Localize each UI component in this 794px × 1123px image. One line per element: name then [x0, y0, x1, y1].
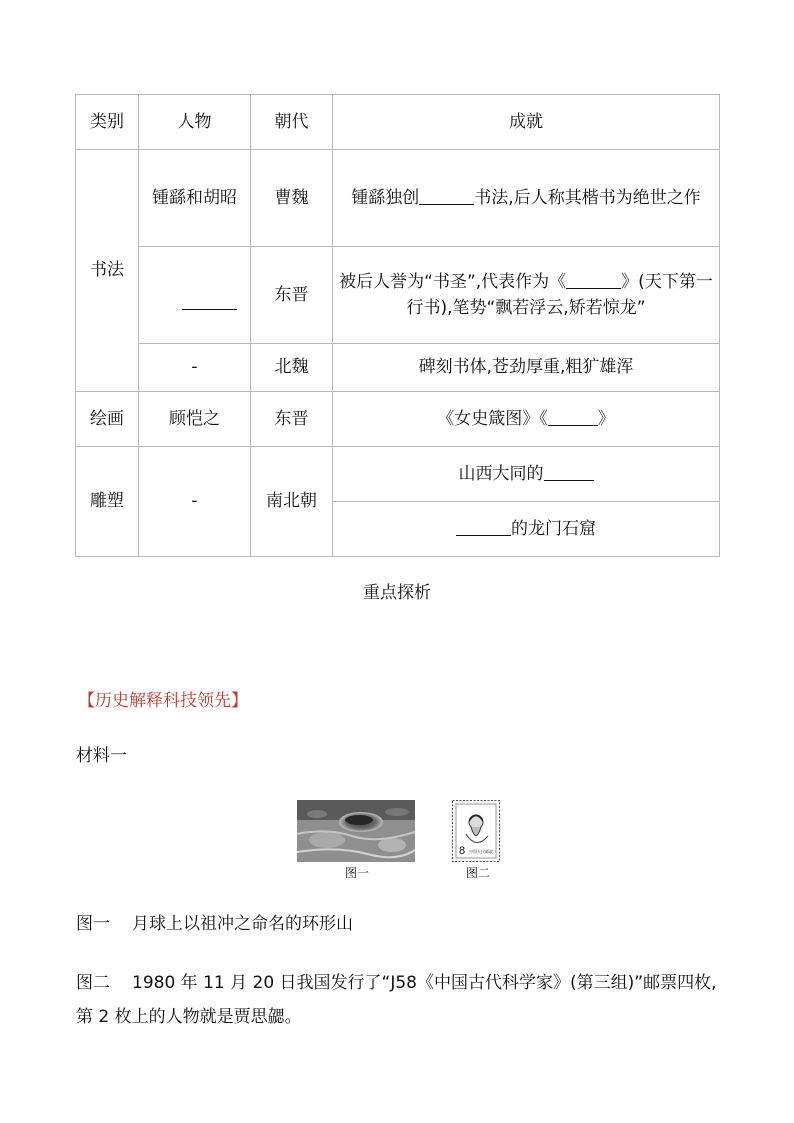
person-cell: -: [139, 447, 251, 557]
paragraph-label: 图一: [76, 914, 110, 934]
person-cell: -: [139, 344, 251, 392]
achievement-text: 》: [597, 408, 615, 429]
fill-blank: [182, 292, 237, 310]
achievement-cell: [333, 392, 720, 447]
fill-blank: [419, 187, 474, 205]
figure-caption-1: 图一: [345, 866, 370, 880]
achievement-cell: [333, 447, 720, 502]
table-caption: 重点探析: [363, 583, 431, 603]
figure-caption-2: 图二: [466, 866, 491, 880]
fill-blank: [456, 518, 511, 536]
stamp-image: [452, 800, 500, 862]
dynasty-cell: 东晋: [251, 392, 333, 447]
table-row: [76, 344, 720, 392]
dynasty-cell: 北魏: [251, 344, 333, 392]
person-cell: 锺繇和胡昭: [139, 150, 251, 247]
achievement-text: 书法,后人称其楷书为绝世之作: [474, 187, 701, 208]
stamp-text: 中国人民邮政: [469, 849, 493, 854]
section-title: 【历史解释科技领先】: [78, 691, 248, 711]
header-achievement: 成就: [333, 95, 720, 150]
material-label: 材料一: [76, 746, 127, 766]
category-painting: 绘画: [76, 392, 139, 447]
person-cell: 顾恺之: [139, 392, 251, 447]
header-person: 人物: [139, 95, 251, 150]
paragraph-fig2: [76, 966, 721, 1034]
table-row: [76, 150, 720, 247]
paragraph-text: 1980 年 11 月 20 日我国发行了“J58《中国古代科学家》(第三组)”邮票四枚,第 2 枚上的人物就是贾思勰。: [76, 973, 717, 1027]
dynasty-cell: 南北朝: [251, 447, 333, 557]
achievement-text: 锺繇独创: [351, 187, 420, 208]
achievement-text: 被后人誉为“书圣”,代表作为《: [339, 271, 567, 292]
achievement-cell: 碑刻书体,苍劲厚重,粗犷雄浑: [333, 344, 720, 392]
achievement-text: 《女史箴图》《: [437, 408, 548, 429]
achievement-cell: [333, 247, 720, 344]
achievement-text: 》(天下第一行书),笔势“飘若浮云,矫若惊龙”: [406, 271, 713, 318]
dynasty-cell: 东晋: [251, 247, 333, 344]
table-row: [76, 247, 720, 344]
dynasty-cell: 曹魏: [251, 150, 333, 247]
achievement-text: 的龙门石窟: [511, 518, 596, 539]
achievement-text: 山西大同的: [458, 463, 544, 484]
fill-blank: [544, 463, 594, 481]
table-header-row: [76, 95, 720, 150]
table-row: [76, 392, 720, 447]
achievements-table: [75, 94, 720, 557]
paragraph-label: 图二: [76, 973, 110, 993]
fill-blank: [548, 408, 598, 426]
paragraph-text: 月球上以祖冲之命名的环形山: [132, 914, 353, 934]
paragraph-fig1: [76, 912, 721, 938]
stamp-value: 8: [459, 845, 466, 857]
header-category: 类别: [76, 95, 139, 150]
fill-blank: [566, 271, 621, 289]
category-calligraphy: 书法: [76, 150, 139, 392]
header-dynasty: 朝代: [251, 95, 333, 150]
achievement-cell: [333, 150, 720, 247]
person-cell: [139, 247, 251, 344]
moon-crater-photo: [297, 800, 415, 862]
category-sculpture: 雕塑: [76, 447, 139, 557]
achievement-cell: [333, 502, 720, 557]
table-row: [76, 447, 720, 502]
